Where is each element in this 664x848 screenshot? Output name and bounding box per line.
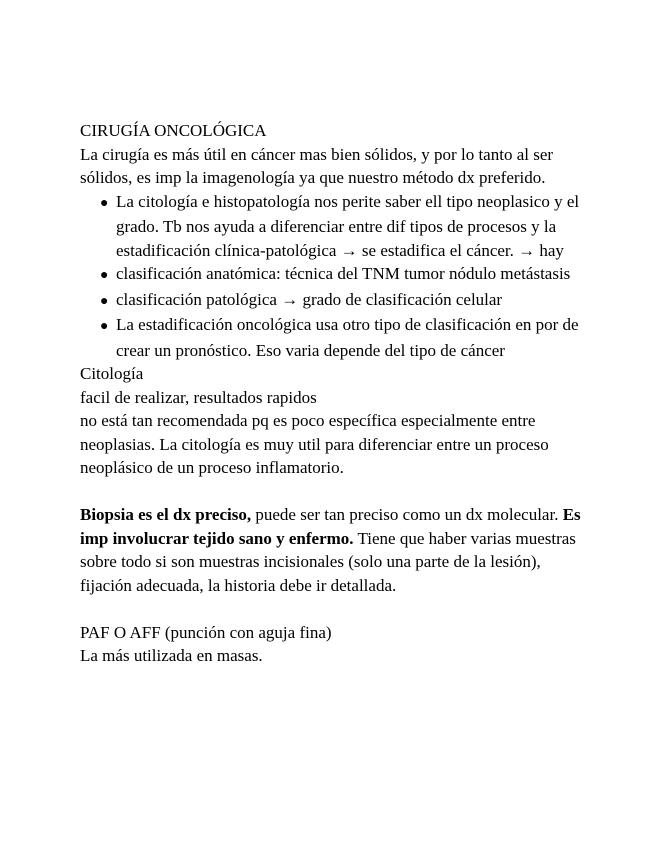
paf-heading: PAF O AFF (punción con aguja fina) — [80, 622, 332, 642]
list-item — [80, 313, 590, 362]
biopsia-paragraph — [80, 503, 590, 597]
citologia-line-1: facil de realizar, resultados rapidos — [80, 387, 317, 407]
citologia-heading: Citología — [80, 364, 144, 383]
paf-line-1: La más utilizada en masas. — [80, 646, 263, 665]
spacer — [80, 597, 590, 621]
list-item-text: La estadificación oncológica usa otro tipo de clasificación en por de crear un pronóstico. Eso varia depende del tipo de cáncer — [116, 315, 579, 360]
biopsia-bold-2: Es imp involucrar tejido sano y enfermo. — [80, 505, 581, 548]
list-item — [80, 288, 590, 314]
list-item-text: clasificación anatómica: técnica del TNM tumor nódulo metástasis — [116, 264, 571, 283]
bullet-icon: ● — [100, 293, 109, 309]
spacer — [80, 480, 590, 504]
bullet-icon: ● — [100, 319, 109, 334]
document-body — [80, 119, 590, 668]
list-item — [80, 262, 590, 288]
bullet-icon: ● — [100, 195, 109, 211]
citologia-line-2: no está tan recomendada pq es poco específica especialmente entre neoplasias. La citología es muy util para diferenciar entre un proceso neoplásico de un proceso inflamatorio. — [80, 411, 549, 477]
list-item-text: La citología e histopatología nos perite saber ell tipo neoplasico y el grado. Tb nos ayuda a diferenciar entre dif tipos de procesos y la estadificación clínica-patológica → se estadifica el cáncer. → hay — [116, 191, 580, 260]
list-item-text: clasificación patológica → grado de clasificación celular — [116, 289, 503, 309]
section-title: CIRUGÍA ONCOLÓGICA — [80, 121, 267, 140]
list-item — [80, 190, 590, 263]
biopsia-text-1: puede ser tan preciso como un dx molecular. — [251, 505, 563, 524]
biopsia-text-2: Tiene que haber varias muestras sobre todo si son muestras incisionales (solo una parte de la lesión), fijación adecuada, la historia debe ir detallada. — [80, 528, 576, 595]
biopsia-bold-1: Biopsia es el dx preciso, — [80, 505, 252, 524]
bullet-list — [80, 190, 590, 363]
intro-paragraph: La cirugía es más útil en cáncer mas bien sólidos, y por lo tanto al ser sólidos, es imp la imagenología ya que nuestro método dx preferido. — [80, 144, 554, 187]
bullet-icon: ● — [100, 268, 109, 283]
